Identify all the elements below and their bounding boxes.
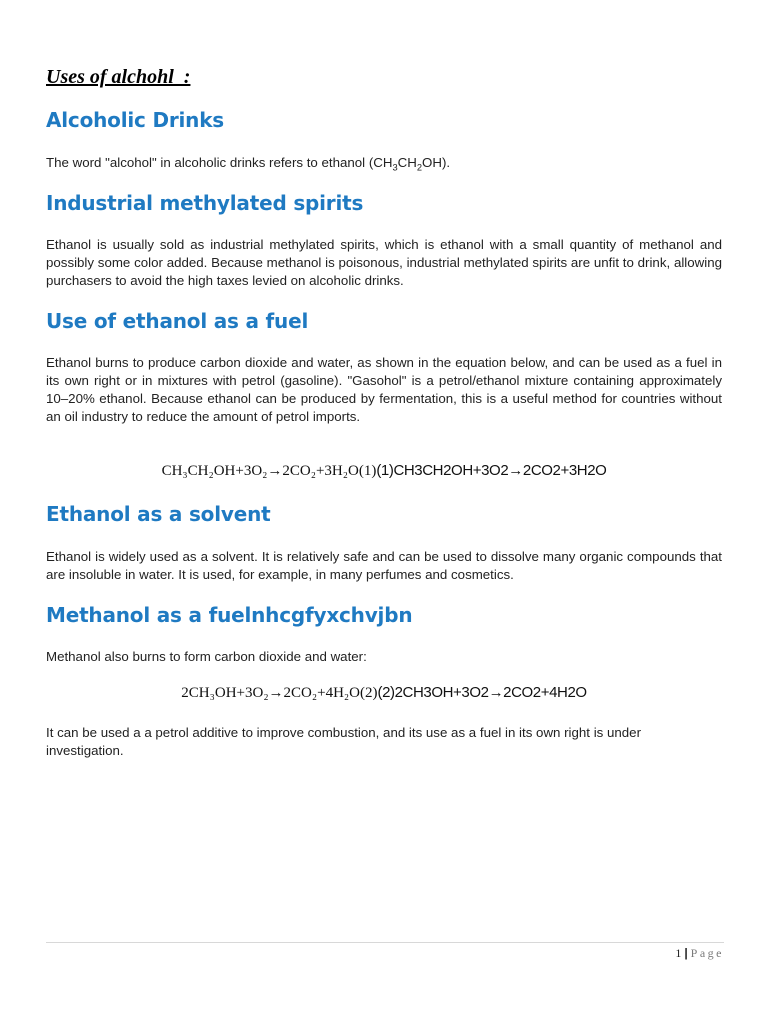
equation-plain: (1)CH3CH2OH+3O2→2CO2+3H2O (376, 462, 607, 479)
heading-ethanol-solvent: Ethanol as a solvent (46, 502, 271, 526)
subscript: 2 (416, 162, 423, 173)
paragraph-ethanol-solvent: Ethanol is widely used as a solvent. It is relatively safe and can be used to dissolve many organic compounds that are insoluble in water. It is used, for example, in many perfumes and cosmetics. (46, 549, 722, 582)
page-label: Page (690, 946, 724, 960)
paragraph-industrial-methylated-spirits: Ethanol is usually sold as industrial methylated spirits, which is ethanol with a small quantity of methanol and possibly some color added. Because methanol is poisonous, industrial methylated spirits are unfit to drink, allowing purchasers to avoid the high taxes levied on alcoholic drinks. (46, 237, 722, 288)
paragraph-methanol-additive: It can be used a a petrol additive to improve combustion, and its use as a fuel in its own right is under investigation. (46, 725, 641, 758)
document-title: Uses of alchohl : (46, 66, 191, 88)
page-footer (675, 946, 724, 961)
subscript: 3 (392, 162, 398, 173)
equation-ethanol-combustion (46, 462, 722, 480)
paragraph-alcoholic-drinks (46, 154, 722, 172)
footer-rule (46, 942, 724, 943)
footer-separator: | (684, 946, 688, 960)
paragraph-text: CH (397, 155, 417, 170)
paragraph-methanol-fuel: Methanol also burns to form carbon dioxide and water: (46, 649, 367, 664)
heading-ethanol-fuel: Use of ethanol as a fuel (46, 309, 309, 333)
paragraph-text: OH). (422, 155, 451, 170)
heading-industrial-methylated-spirits: Industrial methylated spirits (46, 191, 364, 215)
paragraph-ethanol-fuel: Ethanol burns to produce carbon dioxide and water, as shown in the equation below, and can be used as a fuel in its own right or in mixtures with petrol (gasoline). "Gasohol" is a petrol/ethanol mixture containing approximately 10–20% ethanol. Because ethanol can be produced by fermentation, this is a useful method for countries without an oil industry to reduce the amount of petrol imports. (46, 355, 722, 424)
heading-alcoholic-drinks: Alcoholic Drinks (46, 108, 225, 132)
heading-methanol-fuel: Methanol as a fuelnhcgfyxchvjbn (46, 603, 413, 627)
equation-math: 2CH₃OH+3O₂→2CO₂+4H₂O(2) (181, 685, 378, 701)
equation-math: CH₃CH₂OH+3O₂→2CO₂+3H₂O(1) (161, 463, 377, 479)
paragraph-text: The word "alcohol" in alcoholic drinks refers to ethanol (CH (46, 155, 393, 170)
equation-methanol-combustion (46, 684, 722, 702)
equation-plain: (2)2CH3OH+3O2→2CO2+4H2O (377, 684, 587, 701)
page-number: 1 (675, 946, 682, 960)
